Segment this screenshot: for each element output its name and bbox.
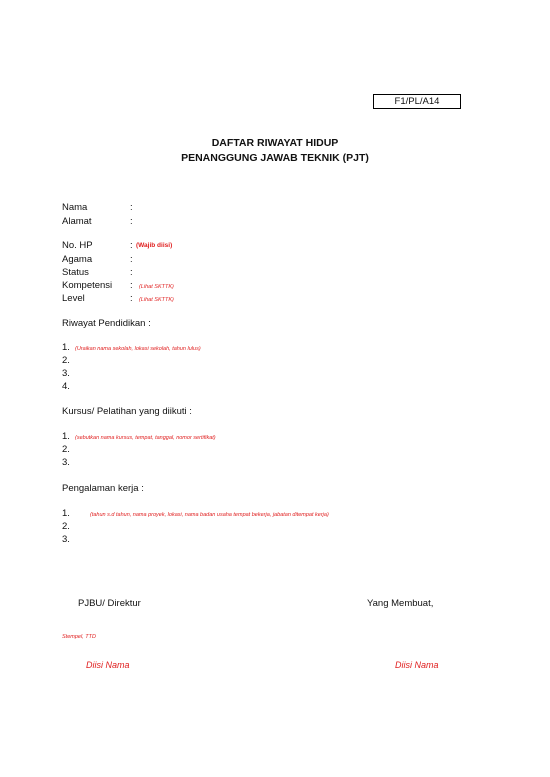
pengalaman-item-2: 2. — [62, 521, 70, 532]
hint-pendidikan: (Uraikan nama sekolah, lokasi sekolah, tahun lulus) — [75, 346, 201, 352]
pengalaman-item-1: 1. — [62, 508, 70, 519]
kursus-item-2: 2. — [62, 444, 70, 455]
title-line-2: PENANGGUNG JAWAB TEKNIK (PJT) — [181, 152, 369, 164]
colon-status: : — [130, 267, 133, 278]
colon-kompetensi: : — [130, 280, 133, 291]
colon-no-hp: : — [130, 240, 133, 251]
kursus-item-1: 1. — [62, 431, 70, 442]
label-alamat: Alamat — [62, 216, 92, 227]
signature-left-name: Diisi Nama — [86, 660, 130, 670]
colon-agama: : — [130, 254, 133, 265]
pengalaman-item-3: 3. — [62, 534, 70, 545]
hint-kompetensi: (Lihat SKTTK) — [139, 284, 174, 290]
document-code: F1/PL/A14 — [373, 94, 461, 109]
heading-pendidikan: Riwayat Pendidikan : — [62, 318, 151, 329]
colon-nama: : — [130, 202, 133, 213]
signature-right-label: Yang Membuat, — [367, 598, 434, 609]
label-level: Level — [62, 293, 85, 304]
kursus-item-3: 3. — [62, 457, 70, 468]
label-agama: Agama — [62, 254, 93, 265]
pendidikan-item-4: 4. — [62, 381, 70, 392]
heading-kursus: Kursus/ Pelatihan yang diikuti : — [62, 406, 192, 417]
stamp-note: Stempel, TTD — [62, 634, 96, 640]
pendidikan-item-1: 1. — [62, 342, 70, 353]
hint-level: (Lihat SKTTK) — [139, 297, 174, 303]
pendidikan-item-3: 3. — [62, 368, 70, 379]
hint-no-hp: (Wajib diisi) — [136, 242, 173, 249]
label-kompetensi: Kompetensi — [62, 280, 113, 291]
hint-kursus: (sebutkan nama kursus, tempat, tanggal, nomor sertifikat) — [75, 435, 216, 441]
colon-level: : — [130, 293, 133, 304]
label-status: Status — [62, 267, 89, 278]
label-no-hp: No. HP — [62, 240, 93, 251]
title-line-1: DAFTAR RIWAYAT HIDUP — [211, 137, 339, 149]
signature-left-label: PJBU/ Direktur — [78, 598, 141, 609]
heading-pengalaman: Pengalaman kerja : — [62, 483, 144, 494]
hint-pengalaman: (tahun s.d tahun, nama proyek, lokasi, nama badan usaha tempat bekerja, jabatan ditempat kerja) — [90, 512, 329, 518]
label-nama: Nama — [62, 202, 88, 213]
signature-right-name: Diisi Nama — [395, 660, 439, 670]
colon-alamat: : — [130, 216, 133, 227]
pendidikan-item-2: 2. — [62, 355, 70, 366]
